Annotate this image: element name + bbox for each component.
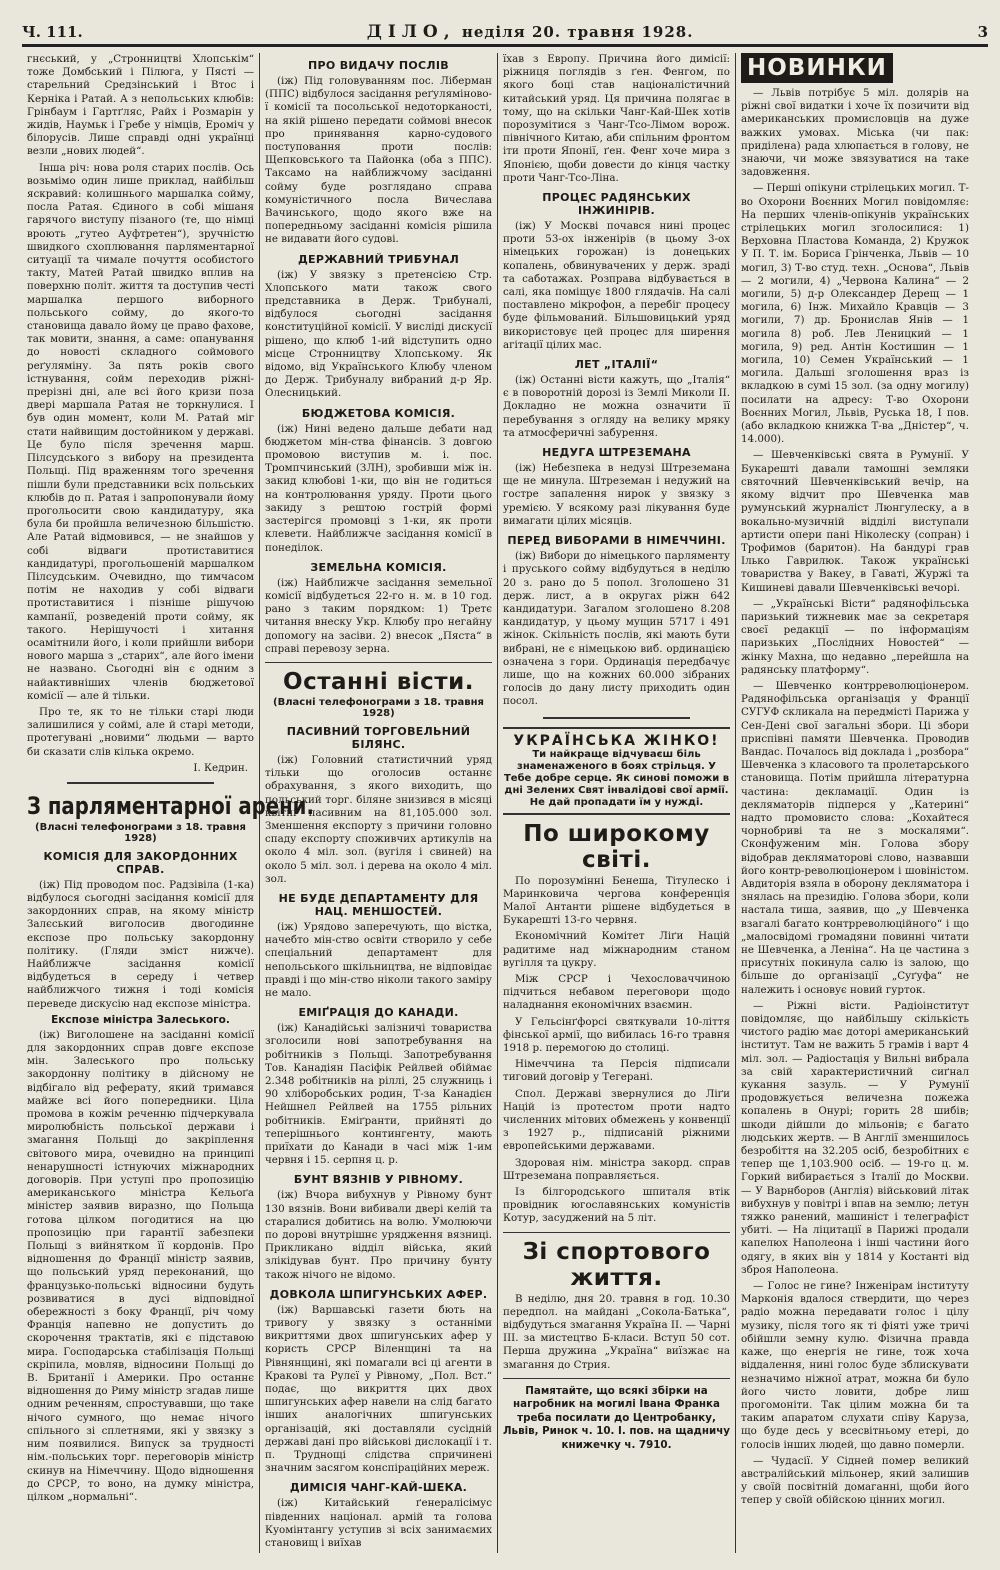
- article-text: (іж) Головний статистичний уряд тільки що оголосив останнє обрахування, з якого виходить, що польський торг. біляне знизився в місяці квітні пасивним на 81,105.000 зол. Зменшення експорту з причини головно спаду експорту споживчих артикулів на около 4 міл. зол. (вугіля і свиней) на около 5 міл. зол. і дерева на около 4 міл. зол.: [265, 753, 492, 885]
- article-text: (іж) Варшавські газети бють на тривогу у звязку з останніми викриттями двох шпигунських афер у користь СРСР Віленщині та на Рівнянщині, які помагали всі ці агенти в Кракові та Рулєї у Рівному, „Пол. Вст.“ подає, що викриття цих двох шпигунських афер навели на слід багато інших аналогічних шпигунських організацій, які доставляли сусідній державі дані про військові дислокації і т. п. Труднощі слідства спричинені значним засягом конспіраційних мереж.: [265, 1303, 492, 1475]
- article-text: (іж) Вчора вибухнув у Рівному бунт 130 вязнів. Вони вибивали двері келій та старалися добитись на волю. Умолюючи по дорові внутрішнє урядження вязниці. Прикликано відділ війська, який злікідував бунт. Про причину бунту також нічого не відомо.: [265, 1189, 492, 1281]
- news-item: — Голос не гине? Інженірам інституту Марконія вдалося ствердити, що через радіо можна передавати голос і цілу музику, після того як ті фіяті уже тричі обійшли земну кулю. Фізична правда каже, що енергія не гине, тож хоча віддалення, нині голос буде зблискувати незначимо ніжної атрат, можна би було його чисто ловити, добре лиш прогомоніти. Так цілим можна би та таким апаратом слухати співу Каруза, що буде десь у всесвітньому етері, до голосів інших людей, що давно померли.: [741, 1280, 969, 1451]
- headline: КОМІСІЯ ДЛЯ ЗАКОРДОННИХ СПРАВ.: [43, 849, 238, 876]
- article-text: (іж) Вибори до німецького парляменту і пруського сойму відбудуться в неділю 20 з. рано до 5 попол. Зголошено 31 держ. лист, а в округах ріжн 642 кандидатури. Загалом зголошено 8.208 кандидатур, у цьому мущин 5717 і 491 жінок. Скільність послів, які мають бути вибрані, не є німецькою виб. ординацією означена з гори. Ординація передбачує лише, що на кожних 60.000 зібраних голосів до дану листу приходить один посол.: [503, 550, 730, 708]
- donation-notice: Памятайте, що всякі збірки на нагробник на могилі Івана Франка треба посилати до Центробанку, Львів, Ринок ч. 10. І. пов. на щадничу книжечку ч. 7910.: [503, 1384, 730, 1451]
- headline: ДИМІСІЯ ЧАНГ-КАЙ-ШЕКА.: [289, 1481, 468, 1495]
- headline: ЛЕТ „ІТАЛІЇ“: [574, 358, 659, 372]
- headline: ПЕРЕД ВИБОРАМИ В НІМЕЧЧИНІ.: [507, 534, 726, 548]
- headline: ДОВКОЛА ШПИГУНСЬКИХ АФЕР.: [269, 1287, 488, 1301]
- section-title: З парляментарної арени.: [27, 791, 314, 820]
- article-text: (іж) У Москві почався нині процес проти 53-ох інженірів (в цьому 3-ох німецьких горожан) із донецьких копалень, обвинувачених у держ. зраді та саботажах. Розправа відбувається в салі, яка поміщує 1800 глядачів. На салі поставлено мікрофон, а перебіг процесу буде фільмований. Більшовицький уряд використовує цей процес для ширення агітації цілих мас.: [503, 220, 730, 351]
- headline: НЕ БУДЕ ДЕПАРТАМЕНТУ ДЛЯ НАЦ. МЕНШОСТЕЙ.: [278, 891, 479, 918]
- article-text: (іж) Виголошене на засіданні комісії для закордонних справ довге експозе мін. Залеського про польську закордонну політику в дійсному не відбігало від реферату, який тримався майже всі його попередники. Ціла промова в кожім реченню підчеркувала миролюбність польської держави і змагання Польщі до закріплення світового мира, очевидно на принципі ненарушності істнуючих міжнародних договорів. При уступі про пропозицію американського міністра Кельоґа міністер заявив виразно, що Польща готова цілком погодитися на цю пропозицію при гарантії забезпеки Польщі з вийнятком її кордонів. Про відношення до Франції міністр заявив, що польський уряд переконаний, що французько-польські відносини будуть розвиватися в дусі відповідної обережності з боку Франції, річ чому Франція напевно не допустить до скорочення трактатів, які є підставою мира. Господарська стабілізація Польщі скріпила, мовляв, відносини Польщі до В. Британії і Америки. Про останнє відношення до Риму міністр згадав лише одним реченням, спростувавши, що таке нічого сумного, що немає нічого спільного зі сплетнями, які у звязку з ним появилися. Випуск за трудності нім.-польських торг. переговорів міністр скинув на Німеччину. Щодо відношення до СРСР, то воно, на думку міністра, цілком „нормальні“.: [27, 1028, 254, 1503]
- news-item: — „Українські Вісти“ радянофільська паризький тижневик має за секретаря своєї редакції — по інформаціям паризьких „Послідних Новостей“ — жінку Махна, що недавно „перейшла на радянську платформу“.: [741, 597, 969, 676]
- divider: [503, 1232, 730, 1233]
- article-text: (іж) Під проводом пос. Радзівіла (1-ка) відбулося сьогодні засідання комісії для закордонних справ, на якому міністр Залєський виголосив двогодинне експозе про польську закордонну політику. (Гляди зміст нижче). Найближче засідання комісії відбудеться в середу і четвер найближчого тижня і тоді комісія переведе дискусію над експозе міністра.: [27, 878, 254, 1010]
- article-text: (іж) Під головуванням пос. Ліберман (ППС) відбулося засідання реґуляміново-ї комісії та посольської недоторканості, на якій рішено передати соймові внесок про принявання карно-судового поступовання проти послів: Щепковського та Пайонка (оба з ППС). Таксамо на найближчому засіданні сойму буде розглядано справа комуністичного посла Вичеслава Вачинського, щодо якого вже на попередньому засіданні комісія рішила не видавати його судові.: [265, 75, 492, 246]
- section-title: НОВИНКИ: [741, 53, 893, 83]
- article-text: (іж) Нині ведено дальше дебати над бюджетом мін-ства фінансів. З довгою промовою виступив м. і. пос. Тромпчинський (ЗЛН), зробивши між ін. закид клюбові 1-ки, що він не годиться на контролювання уряду. Проти цього закиду з рештою гострій формі застерігся промовці з 1-ки, як проти клевети. Найближче засідання комісії в понеділок.: [265, 422, 492, 554]
- article-text: (іж) Найближче засідання земельної комісії відбудеться 22-го н. м. в 10 год. рано з таким порядком: 1) Третє читання внеску Укр. Клюбу про негайну допомогу на засіви. 2) внесок „Пяста“ в справі перевозу зерна.: [265, 576, 492, 655]
- section-title: По широкому світі.: [523, 820, 710, 873]
- subheadline: Експозе міністра Залеського.: [51, 1013, 230, 1026]
- section-title: Зі спортового життя.: [522, 1238, 711, 1291]
- article-text: (іж) У звязку з претенсією Стр. Хлопського мати також свого представника в Держ. Трибуналі, відбулося сьогодні засідання конституційної комісії. У висліді дискусії рішено, що клюб 1-ий відступить одно місце Стронництву Хлопському. Як відомо, від Українського Клюбу членом до Держ. Трибуналу вибраний д-р Яр. Олесницький.: [265, 268, 492, 400]
- appeal-box: [503, 727, 730, 815]
- divider: [503, 1378, 730, 1379]
- article-text: По порозумінні Бенеша, Тітулеско і Маринковича чергова конференція Малої Антанти рішене відбудеться в Букарешті 13-го червня.: [503, 874, 730, 927]
- dateline: (Власні телефонограми з 18. травня 1928): [273, 696, 484, 719]
- appeal-text: Ти найкраще відчуваєш біль знаменаженого в боях стрільця. У Тебе добре серце. Як синові поможи в дні Зелених Свят інвалідові свої армії. Не дай пропадати їм у нужді.: [503, 748, 730, 808]
- article-text: їхав з Европу. Причина його димісії: ріжниця поглядів з ґен. Фенгом, по якого боці став націоналістичний китайський уряд. Ця причина полягає в тому, що на скільки Чанг-Кай-Шек хотів порозумітися з Чанг-Тсо-Лімом ворож. північного Китаю, аби спільним фронтом іти проти Японії, ґен. Фенг хоче мира з Японією, щоби довести до кінця частку проти Чанг-Тсо-Ліна.: [503, 53, 730, 184]
- headline: ПРОЦЕС РАДЯНСЬКИХ ІНЖИНІРІВ.: [542, 191, 691, 218]
- page-number: 3: [977, 23, 988, 41]
- article-text: (іж) Небезпека в недузі Штреземана ще не минула. Штреземан і недужий на гостре запалення нирок у звязку з уремією. У всякому разі лікування буде вимагати цілих місяців.: [503, 462, 730, 527]
- headline: ЗЕМЕЛЬНА КОМІСІЯ.: [310, 560, 447, 574]
- article-text: Економічний Комітет Ліґи Націй радитиме над міжнародним станом вугілля та цукру.: [503, 930, 730, 969]
- divider: [67, 782, 214, 784]
- article-text: Між СРСР і Чехословаччиною підчиться небавом переговори щодо наладнання економічних взаємин.: [503, 972, 730, 1012]
- article-text: (іж) Останні вісти кажуть, що „Італія“ є в поворотній дорозі із Землі Миколи II. Докладно не можна означити її перебування з огляду на велику мряку та атмосферичні забурення.: [503, 374, 730, 439]
- news-item: — Шевченко контрреволюціонером. Радянофільська організація у Франції СУГУФ скликала на передмісті Парижа у Сен-Дені свої загальні збори. Ці збори приспівні памяти Шевченка. Проводив Вандас. Почалось від доклада і „розбора“ Шевченка з класового та пролетарського становища. Потім прийшла літературна частина: декламації. Один із декляматорів підперся у „Катерині“ надто промовисто слова: „Кохайтеся чорнобриві та не з москалями“. Сконфуженим мін. Голова збору відобрав декляматорові слово, назвавши його контр-революціонером і шовіністом. Авдиторія взяла в оборону декляматора і знялась на президію. Голова збори, коли настала тиша, заявив, що „у Шевченка взагалі багато контрреволюційного“ і що „малосвідомі громадяни повинні читати не Шевченка, а Леніна“. На це частина з присутніх покинула салю із залою, що більше до організації „Суґуфа“ не належить і основує новий гурток.: [741, 679, 969, 996]
- news-item: — Львів потрібує 5 міл. долярів на ріжні свої видатки і хоче їх позичити від американських промисловців на дуже важких умовах. Міська (чи пак: приділена) рада хлюпається в голову, не знаючи, чи може звязуватися на таке задовження.: [741, 87, 969, 179]
- headline: БУНТ ВЯЗНІВ У РІВНОМУ.: [293, 1173, 464, 1187]
- article-text: Здоровая нім. міністра закорд. справ Штреземана поправляється.: [503, 1156, 730, 1182]
- masthead: [22, 22, 988, 47]
- news-item: — Чудасії. У Сідней помер великий австралійський мільонер, який залишив у своїй посвітній домаганні, щоби його тепер у своїй обійскою цінних могил.: [741, 1454, 969, 1507]
- appeal-title: УКРАЇНСЬКА ЖІНКО!: [513, 732, 720, 749]
- headline: НЕДУГА ШТРЕЗЕМАНА: [542, 446, 691, 460]
- columns: [22, 53, 988, 1553]
- article-text: (іж) Канадійські залізничі товариства зголосили нові запотребування на робітників з Польщі. Запотребування Тов. Канадіян Пасіфік Рейлвей обіймає 2.348 робітників на ріллі, 25 служниць і 90 хліборобських родин, Т-за Канадієн Нейшнел Рейлвей на 1755 рільних робітників. Еміґранти, прийняті до теперішнього контингенту, мають приїхати до Канади в часі між 1-им червня і 15. серпня ц. р.: [265, 1022, 492, 1167]
- dateline: (Власні телефонограми з 18. травня 1928): [35, 821, 246, 844]
- article-text: Про те, як то не тільки старі люди залишилися у соймі, але й старі методи, протегувані „новими“ людьми — варто би сказати слів кілька окремо.: [27, 705, 254, 758]
- article-text: (іж) Китайський ґенералісімус південних націонал. армій та голова Куомінтангу уступив зі всіх занимаємих становищ і виїхав: [265, 1497, 492, 1550]
- headline: ЕМІҐРАЦІЯ ДО КАНАДИ.: [298, 1006, 459, 1020]
- issue-number: Ч. 111.: [22, 23, 83, 41]
- news-item: — Перші опікуни стрілецьких могил. Т-во Охорони Воєнних Могил повідомляє: На перших членів-опікунів українських стрілецьких могил зголосилися: 1) Верховна Пластова Команда, 2) Кружок У П. Т. ім. Бориса Грінченка, Львів — 10 могил, 3) Т-во студ. техн. „Основа“, Львів — 2 могили, 4) „Червона Калина“ — 2 могили, 5) д-р Олександер Дерещ — 1 могила, 6) Інж. Михайло Кравців — 3 могили, 7) др. Бронислав Янів — 1 могила 8) роб. Лев Леницкий — 1 могила, 9) ред. Антін Костишин — 1 могила, 10) Семен Український — 1 могила. Дальші зголошення враз із вкладкою в сумі 15 зол. (за одну могилу) посилати на адресу: Т-во Охорони Воєнних Могил, Львів, Руська 18, І пов. (або вкладкою книжка Т-ва „Дністер“, ч. 14.000).: [741, 182, 969, 446]
- article-text: Спол. Державі звернулися до Ліґи Націй із протестом проти надто численних мітових обмежень у конвенції з 1927 р., підписаній ріжними европейськими державами.: [503, 1087, 730, 1153]
- masthead-center: [367, 22, 694, 42]
- article-text: (іж) Урядово заперечують, що вістка, начебто мін-ство освіти створило у себе спеціальний департамент для непольського шкільництва, не відповідає правді і що мін-ство ніколи такого заміру не мало.: [265, 920, 492, 999]
- column-3: [498, 53, 736, 1553]
- issue-date: неділя 20. травня 1928.: [461, 23, 694, 41]
- headline: ДЕРЖАВНИЙ ТРИБУНАЛ: [297, 252, 460, 266]
- paper-name: ДІЛО,: [366, 22, 456, 42]
- article-text: В неділю, дня 20. травня в год. 10.30 передпол. на майдані „Сокола-Батька“, відбудуться змагання Україна II. — Чарні III. за мистецтво Б-класи. Вступ 50 сот. Перша дружина „Україна“ виїзжає на змагання до Стрия.: [503, 1292, 730, 1371]
- section-title: Останні вісти.: [283, 668, 474, 695]
- article-text: Із білгородського шпиталя втік провідник югославянських комуністів Котур, засуджений на 5 літ.: [503, 1186, 730, 1225]
- column-4: [736, 53, 974, 1553]
- column-1: [22, 53, 314, 1553]
- news-item: — Шевченківські свята в Румунії. У Букарешті давали тамошні земляки святочний Шевченківський вечір, на якому відчит про Шевченка мав румунський журналіст Люнгулеску, а в вокально-музичній відділі виступали артисти опери пані Ніколеску (сопран) і Трофимов (баритон). На бандурі грав Ілько Гаврилюк. Також українські товариства у Вакеу, в Гаваті, Журжі та Кишиневі давали Шевченківські вечорі.: [741, 449, 969, 594]
- author-signature: І. Кедрин.: [193, 761, 248, 774]
- article-text: Інша річ: нова роля старих послів. Ось возьмімо один лише приклад, найбільш яскравий: колишнього маршалка сойму, посла Ратая. Єдиного в собі мішаня гарячого виступу пізаного (те, що німці вроють „гутео Ауфтретен“), зручністю швидкого схоплювання парляментарної ситуації та чимале почуття особистого такту, Матей Ратай швидко вплив на поверхню політ. життя та доступив честі маршалка першого виборного польського сойму, до якого-то становища давало йому це право фахове, так мовити, знання, а саме: опанування до новості складного соймового реґуляміну. За пять років свого істнування, сойм переходив ріжні-прерізні дні, але всі його кризи поза двері маршала Ратая не торкнулися. І був один момент, коли М. Ратай міг стати найвищим достойником у державі. Це було після зречення марш. Пілсудського з вибору на президента Польщі. Під враженням того зречення пішли були представники всіх польських клюбів до п. Ратая і запропонували йому прогольосити свою кандидатуру, яка була би пройшла величезною більшістю. Але Ратай відмовився, — не знайшов у собі відваги протиставитися кандидатурі, прогольошеній маршалком Пілсудським. Очевидно, що тимчасом потім не находив у собі відваги протиставитися і пізніше рішучою кампанії, розведеній проти сойму, як такого. Нерішучості і хитання осамітнили його, і коли прийшли вибори нового марша з „старих“, але його імени не названо. Сьогодні він є одним з найактивніших членів бюджетової комісії — але й тільки.: [27, 161, 254, 702]
- divider: [543, 717, 690, 719]
- article-text: У Гельсінґфорсі святкували 10-ліття фінської армії, що вибилась 16-го травня 1918 р. перемогою до столиці.: [503, 1015, 730, 1054]
- divider: [265, 662, 492, 663]
- article-text: Німеччина та Персія підписали тиговий договір у Тегерані.: [503, 1058, 730, 1084]
- headline: БЮДЖЕТОВА КОМІСІЯ.: [301, 406, 456, 420]
- news-item: — Ріжні вісти. Радіоінститут повідомляє, що найбільшу скількість чистого радію має доторі американський інститут. Там не важить 5 грамів і варт 4 міл. зол. — Радіостація у Вильні вибрала за свій характеристичний сиґнал кукання зазуль. — У Румунії продовжується величезна пожежа копалень в Онурі; горить 28 шибів; шкоди дійшли до мільонів; є багато людських жертв. — В Англії зменшилось безробіття на 32.205 осіб, безробітних є тепер ще 1,103.900 осіб. — 19-го ц. м. Горкий вибирається з Італії до Москви. — У Варнборов (Англія) військовий літак вибухнув у повітрі і впав на землю; летун тяжко ранений, машиніст і телеграфіст убиті. — На ліцитації в Парижі продали капелюх Наполеона і інші частини його одягу, в яких він у 1814 у Костанті від зброя Наполеона.: [741, 999, 969, 1276]
- headline: ПАСИВНИЙ ТОРГОВЕЛЬНИЙ БІЛЯНС.: [286, 724, 471, 751]
- article-text: гнєський, у „Стронництві Хлопськім“ тоже Домбський і Пілюга, у Пясті — старельний Средзінський і Втос і Керніка і Ратай. А з непольських клюбів: Грінбаум і Гартґляс, Райх і Розмарін у жидів, Наумьк і Гребе у німців, Ероміч у білорусів. Лише справді одні українці везли „нових людей“.: [27, 53, 254, 158]
- headline: ПРО ВИДАЧУ ПОСЛІВ: [308, 59, 449, 72]
